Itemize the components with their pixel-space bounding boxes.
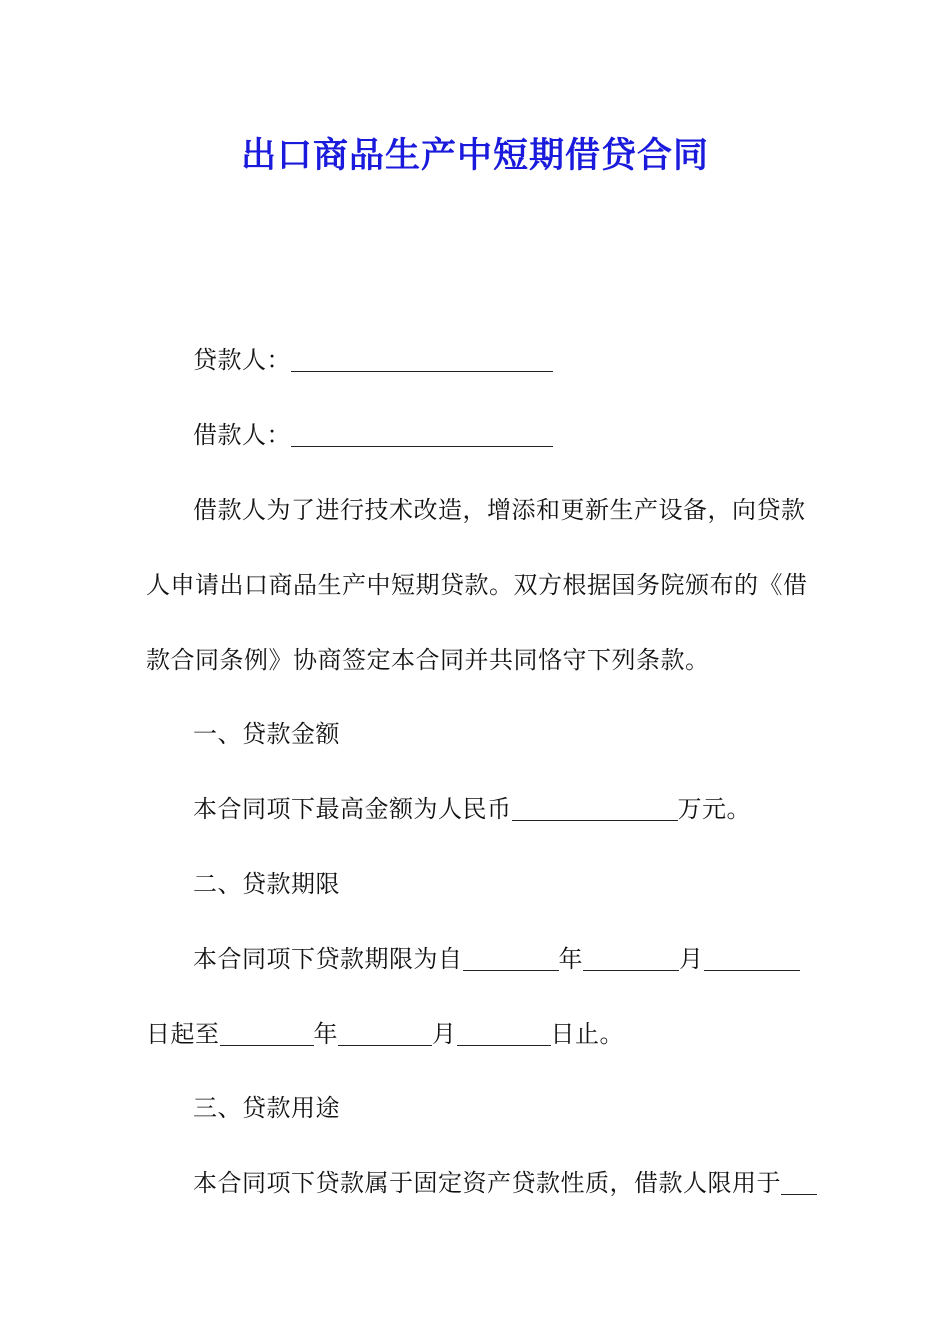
section2-line2-end: 日止。 (550, 1020, 624, 1048)
month-label: 月 (432, 1020, 457, 1048)
section2-line2-text: 日起至 (146, 1020, 220, 1048)
end-month-blank[interactable] (338, 1023, 432, 1046)
start-year-blank[interactable] (463, 948, 559, 971)
section1-text-b: 万元。 (677, 795, 751, 823)
intro-line-3: 款合同条例》协商签定本合同并共同恪守下列条款。 (146, 646, 710, 674)
intro-line-2: 人申请出口商品生产中短期贷款。双方根据国务院颁布的《借 (146, 571, 808, 599)
borrower-line (193, 420, 553, 450)
month-label: 月 (679, 945, 704, 973)
year-label: 年 (313, 1020, 338, 1048)
end-day-blank[interactable] (457, 1023, 551, 1046)
section3-text-content: 本合同项下贷款属于固定资产贷款性质，借款人限用于 (193, 1169, 781, 1197)
section3-text (193, 1168, 817, 1198)
document-title: 出口商品生产中短期借贷合同 (240, 136, 709, 176)
borrower-blank[interactable] (291, 424, 553, 447)
lender-line (193, 345, 553, 375)
lender-blank[interactable] (291, 349, 553, 372)
section2-line-1 (193, 944, 800, 974)
section3-heading: 三、贷款用途 (193, 1094, 340, 1122)
section1-heading: 一、贷款金额 (193, 720, 340, 748)
section1-text (193, 794, 751, 824)
start-day-blank[interactable] (704, 948, 800, 971)
start-month-blank[interactable] (583, 948, 679, 971)
purpose-blank[interactable] (781, 1172, 817, 1195)
lender-label: 贷款人： (193, 346, 291, 374)
amount-blank[interactable] (512, 798, 678, 821)
section2-line1-text: 本合同项下贷款期限为自 (193, 945, 463, 973)
section2-heading: 二、贷款期限 (193, 870, 340, 898)
end-year-blank[interactable] (220, 1023, 314, 1046)
section1-text-a: 本合同项下最高金额为人民币 (193, 795, 512, 823)
intro-line-1: 借款人为了进行技术改造，增添和更新生产设备，向贷款 (193, 496, 806, 524)
section2-line-2 (146, 1019, 624, 1049)
borrower-label: 借款人： (193, 421, 291, 449)
year-label: 年 (558, 945, 583, 973)
